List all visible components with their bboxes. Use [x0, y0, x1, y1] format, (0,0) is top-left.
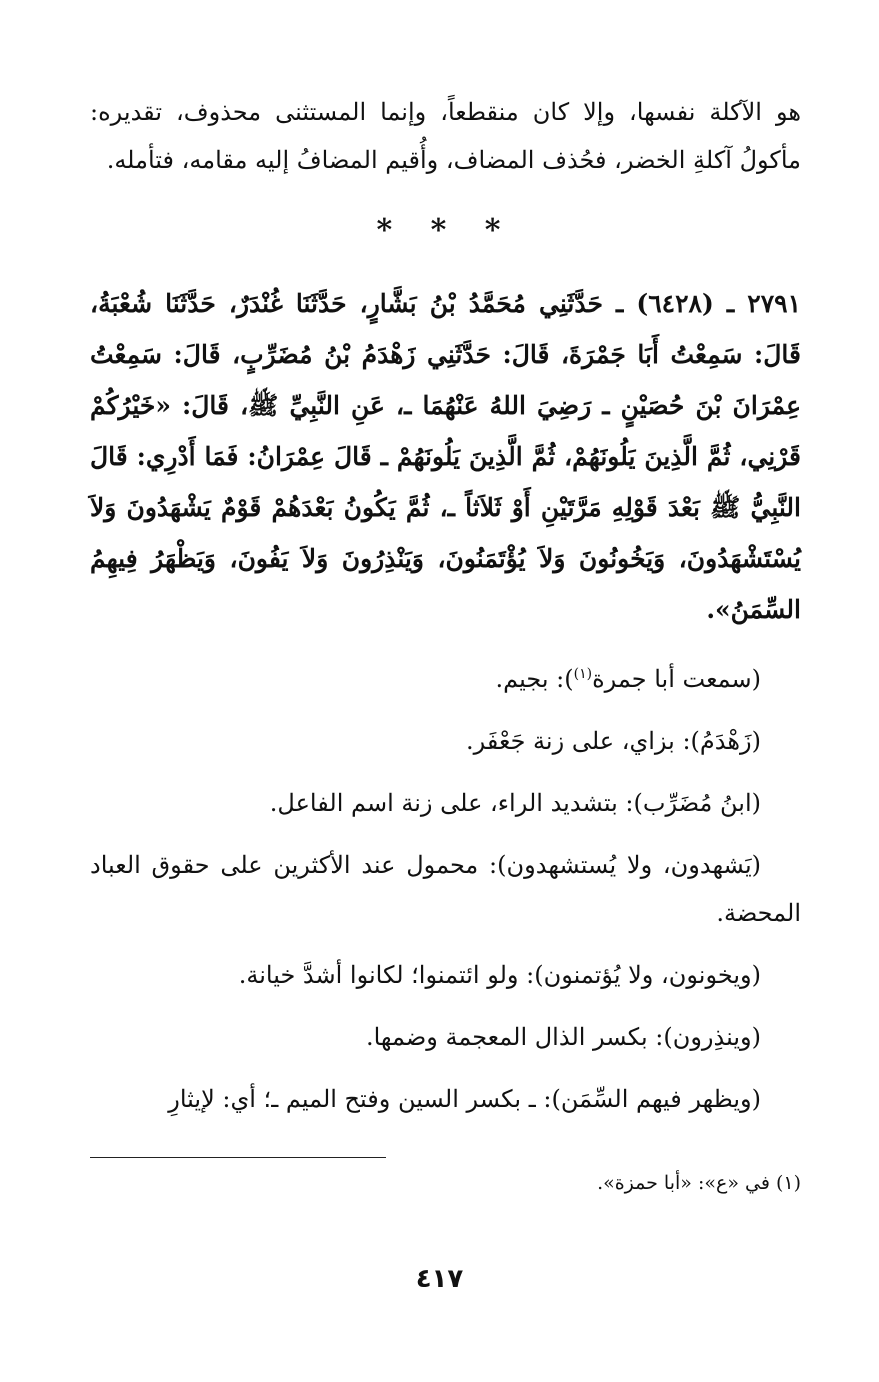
note-rest: ): بجيم. [495, 665, 574, 693]
note-yazhar [90, 1075, 801, 1123]
note-yashhadun [90, 841, 801, 937]
note-zahdam [90, 717, 801, 765]
section-separator: * * * [376, 213, 515, 248]
note-lead: (ويخونون، ولا يُؤتمنون [543, 961, 761, 989]
note-lead: (ويظهر فيهم السِّمَن [560, 1085, 761, 1113]
note-abu-jamra [90, 655, 801, 703]
note-lead: (يَشهدون، ولا يُستشهدون [506, 851, 761, 879]
note-lead: (وينذِرون [672, 1023, 761, 1051]
note-lead: (سمعت أبا جمرة [592, 665, 761, 693]
hadith-paragraph [90, 278, 801, 635]
note-lead: (ابنُ مُضَرِّب [642, 789, 761, 817]
note-rest: ): ولو ائتمنوا؛ لكانوا أشدَّ خيانة. [238, 961, 544, 989]
commentary-notes [90, 655, 801, 1123]
footnote: (١) في «ع»: «أبا حمزة». [597, 1172, 801, 1194]
note-rest: ): ـ بكسر السين وفتح الميم ـ؛ أي: لإيثارِ [168, 1085, 561, 1113]
note-rest: ): بتشديد الراء، على زنة اسم الفاعل. [269, 789, 643, 817]
hadith-text: ـ حَدَّثَنِي مُحَمَّدُ بْنُ بَشَّارٍ، حَدَّثَنَا غُنْدَرٌ، حَدَّثَنَا شُعْبَةُ، قَالَ: سَمِعْتُ أَبَا جَمْرَةَ، قَالَ: حَدَّثَنِي زَهْدَمُ بْنُ مُضَرِّبٍ، قَالَ: سَمِعْتُ عِمْرَانَ بْنَ حُصَيْنٍ ـ رَضِيَ اللهُ عَنْهُمَا ـ، عَنِ النَّبِيِّ ﷺ، قَالَ: «خَيْرُكُمْ قَرْنِي، ثُمَّ الَّذِينَ يَلُونَهُمْ، ثُمَّ الَّذِينَ يَلُونَهُمْ ـ قَالَ عِمْرَانُ: فَمَا أَدْرِي: قَالَ النَّبِيُّ ﷺ بَعْدَ قَوْلِهِ مَرَّتَيْنِ أَوْ ثَلاَثاً ـ، ثُمَّ يَكُونُ بَعْدَهُمْ قَوْمٌ يَشْهَدُونَ وَلاَ يُسْتَشْهَدُونَ، وَيَخُونُونَ وَلاَ يُؤْتَمَنُونَ، وَيَنْذِرُونَ وَلاَ يَفُونَ، وَيَظْهَرُ فِيهِمُ السِّمَنُ». [90, 289, 801, 624]
note-rest: ): محمول عند الأكثرين على حقوق العباد المحضة. [90, 851, 801, 927]
page-body [90, 88, 801, 1382]
page-number: ٤١٧ [415, 1264, 464, 1294]
note-rest: ): بكسر الذال المعجمة وضمها. [365, 1023, 673, 1051]
note-rest: ): بزاي، على زنة جَعْفَر. [466, 727, 700, 755]
footnote-divider [90, 1157, 386, 1158]
footnote-reference: (١) [573, 666, 593, 682]
note-lead: (زَهْدَمُ [699, 727, 761, 755]
note-yanzirun [90, 1013, 801, 1061]
intro-paragraph: هو الآكلة نفسها، وإلا كان منقطعاً، وإنما المستثنى محذوف، تقديره: مأكولُ آكلةِ الخضر، فحُذف المضاف، وأُقيم المضافُ إليه مقامه، فتأمله. [90, 98, 801, 174]
note-yakhunun [90, 951, 801, 999]
note-ibn-mudarrib [90, 779, 801, 827]
hadith-number: ٢٧٩١ ـ (٦٤٢٨) [636, 289, 802, 318]
